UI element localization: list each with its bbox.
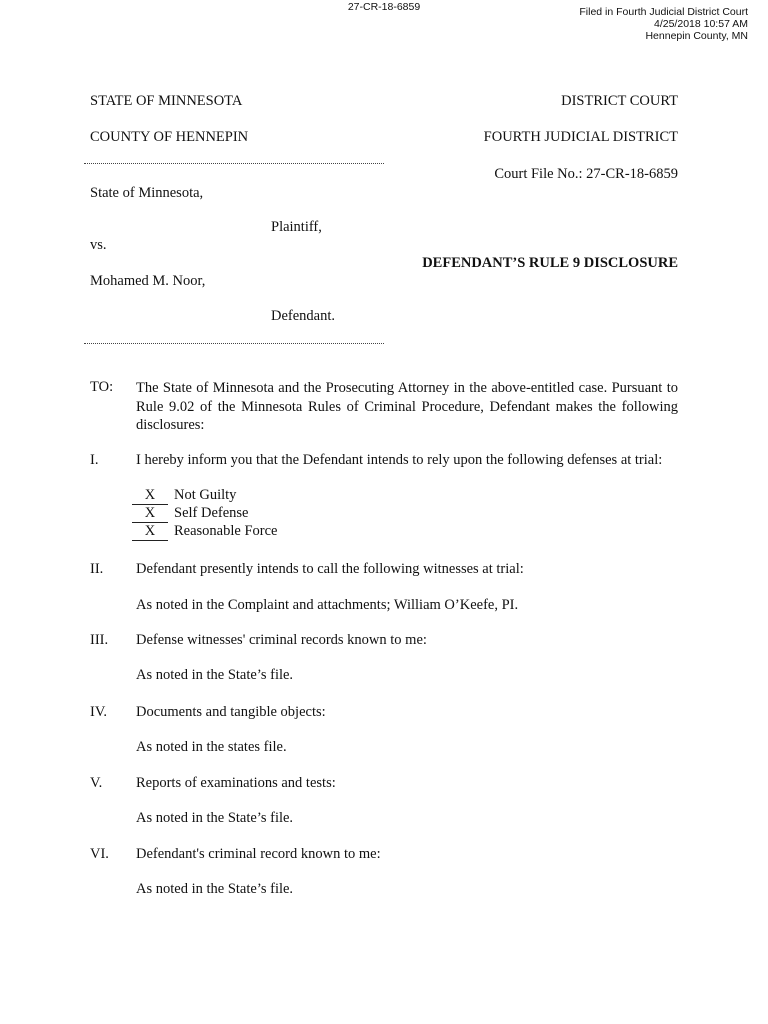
plaintiff-name: State of Minnesota, [90,185,204,201]
defense-checkmark: X [132,523,168,541]
section-answer: As noted in the State’s file. [136,667,294,683]
caption-bottom-divider [84,343,384,344]
caption-top-divider [84,163,384,164]
defendant-name: Mohamed M. Noor, [90,273,206,289]
section-heading: I hereby inform you that the Defendant intends to rely upon the following defenses at trial: [136,452,663,468]
section-answer: As noted in the State’s file. [136,881,294,897]
section-answer: As noted in the states file. [136,739,287,755]
county-label: COUNTY OF HENNEPIN [90,129,249,145]
state-label: STATE OF MINNESOTA [90,93,243,109]
section-heading: Defense witnesses' criminal records known to me: [136,632,427,648]
to-paragraph: The State of Minnesota and the Prosecuting Attorney in the above-entitled case. Pursuant to Rule 9.02 of the Minnesota Rules of Criminal Procedure, Defendant makes the following disclosures: [136,380,678,433]
filing-stamp-court: Filed in Fourth Judicial District Court [579,6,748,18]
court-label: DISTRICT COURT [561,93,678,109]
section-heading: Defendant presently intends to call the following witnesses at trial: [136,561,524,577]
section-heading: Documents and tangible objects: [136,704,326,720]
defense-checkmark: X [132,505,168,523]
filing-stamp [579,6,748,42]
defense-option: Reasonable Force [174,523,278,539]
section-answer: As noted in the Complaint and attachments; William O’Keefe, PI. [136,597,519,613]
district-label: FOURTH JUDICIAL DISTRICT [483,129,678,145]
section-numeral: III. [90,632,109,648]
section-numeral: I. [90,452,99,468]
case-number-header: 27-CR-18-6859 [347,1,421,13]
versus-label: vs. [90,237,107,253]
section-numeral: V. [90,775,103,791]
section-numeral: II. [90,561,104,577]
section-numeral: VI. [90,846,109,862]
plaintiff-role: Plaintiff, [271,219,322,235]
defense-checkmark: X [132,487,168,505]
document-title: DEFENDANT’S RULE 9 DISCLOSURE [422,255,678,271]
court-file-number: Court File No.: 27-CR-18-6859 [494,166,678,182]
section-heading: Reports of examinations and tests: [136,775,336,791]
to-label: TO: [90,379,114,395]
filing-stamp-county: Hennepin County, MN [645,30,748,42]
section-answer: As noted in the State’s file. [136,810,294,826]
defendant-role: Defendant. [271,308,336,324]
defense-option: Self Defense [174,505,249,521]
filing-stamp-datetime: 4/25/2018 10:57 AM [654,18,748,30]
section-heading: Defendant's criminal record known to me: [136,846,381,862]
defense-option: Not Guilty [174,487,237,503]
section-numeral: IV. [90,704,108,720]
